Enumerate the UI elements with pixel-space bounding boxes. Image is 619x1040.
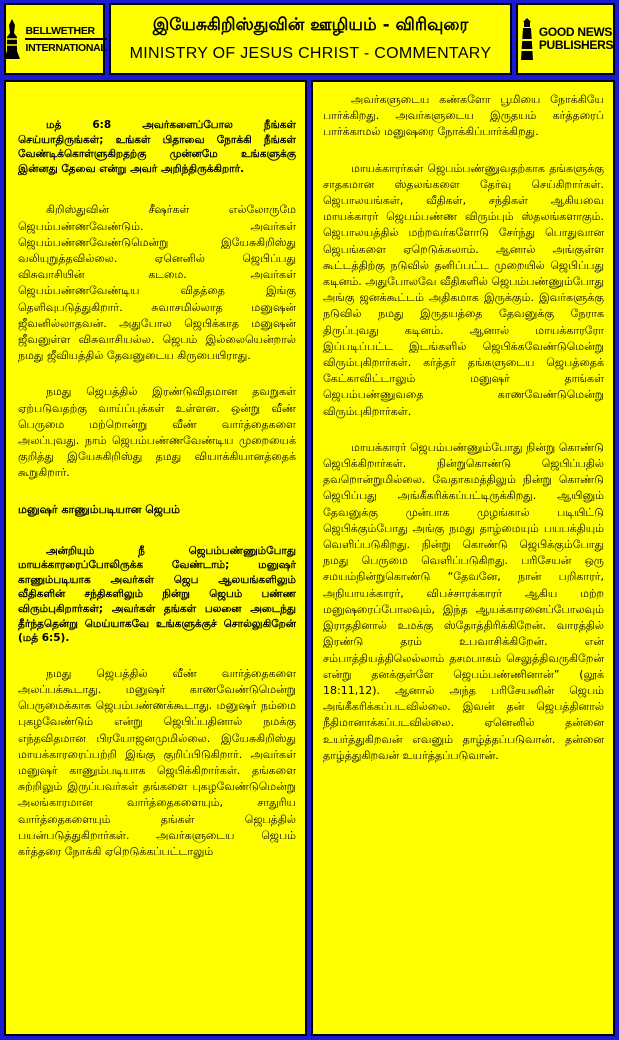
logo-right-line1: GOOD NEWS	[538, 25, 613, 39]
paragraph: நமது ஜெபத்தில் வீண் வார்த்தைகளை அலப்பக்கூடாது. மனுஷர் காணவேண்டுமென்று பெருமைக்காக ஜெபம்பண்ணக்கூடாது. மனுஷர் நம்மை புகழவேண்டும் என்று ஜெபிப்பதினால் நமக்கு எந்தவிதமான பிரயோஜனமுமில்லை. இயேசுகிறிஸ்து மாயக்காரரைப்பற்றி இங்கு குறிப்பிடுகிறார். அவர்கள் மனுஷர் காணும்படியாக ஜெபிக்கிறார்கள். தங்களை சுற்றிலும் இருப்பவர்கள் தங்களை புகழவேண்டுமென்று அலங்காரமான வார்த்தைகளையும், சாதுரிய வார்த்தைகளையும் தங்கள் ஜெபத்தில் பயன்படுத்துகிறார்கள். அவர்களுடைய ஜெபம் கர்த்தரை நோக்கி ஏறெடுக்கப்பட்டாலும்	[18, 666, 296, 859]
bellwether-ram-icon	[2, 19, 22, 59]
right-column	[311, 80, 615, 1036]
title-banner	[109, 3, 512, 75]
scripture-verse-mat-6-8: மத் 6:8 அவர்களைப்போல நீங்கள் செய்யாதிருங்கள்; உங்கள் பிதாவை நோக்கி நீங்கள் வேண்டிக்கொள்ளுகிறதற்கு முன்னமே உங்களுக்கு இன்னது தேவை என்று அவர் அறிந்திருக்கிறார்.	[18, 119, 296, 175]
left-column	[4, 80, 307, 1036]
paragraph: கிறிஸ்துவின் சீஷர்கள் எல்லோருமே ஜெபம்பண்ணவேண்டும். அவர்கள் ஜெபம்பண்ணவேண்டுமென்று இயேசுகிறிஸ்து வலியுறுத்தவில்லை. ஏனெனில் ஜெபிப்பது விசுவாசியின் கடமை. அவர்கள் ஜெபம்பண்ணவேண்டிய விதத்தை இங்கு தெளிவுபடுத்துகிறார். சுவாசமில்லாத மனுஷன் ஜீவனில்லாதவன். அதுபோல ஜெபிக்காத மனுஷன் ஜீவனுள்ள விசுவாசியல்ல. ஜெபம் இல்லையென்றால் நமது ஜீவியத்தில் தேவனுடைய கிருபையிராது.	[18, 203, 296, 363]
logo-left-line2: INTERNATIONAL	[25, 41, 107, 54]
logo-left-line1: BELLWETHER	[25, 25, 106, 40]
title-tamil: இயேசுகிறிஸ்துவின் ஊழியம் - விரிவுரை	[152, 15, 469, 35]
section-heading: மனுஷர் காணும்படியான ஜெபம்	[18, 502, 180, 516]
paragraph: மாயக்காரர் ஜெபம்பண்ணும்போது நின்று கொண்டு ஜெபிக்கிறார்கள். நின்றுகொண்டு ஜெபிப்பதில் தவறொன்றுமில்லை. வேதாகமத்திலும் நின்று கொண்டு ஜெபிப்பது அங்கீகரிக்கப்பட்டிருக்கிறது. ஆயினும் தேவனுக்கு முன்பாக முழங்கால் படியிட்டு ஜெபிக்கும்போது அங்கு நமது தாழ்மையும் பயபக்தியும் வெளிப்படுகிறது. நின்று கொண்டு ஜெபிக்கும்போது நமது பெருமை வெளிப்படுகிறது. பரிசேயன் ஒரு சமயம்நின்றுகொண்டு “தேவனே, நான் பறிகாரர், அநியாயக்காரர், விபச்சாரக்காரர் ஆகிய மற்ற மனுஷரைப்போலவும், இந்த ஆயக்காரனைப்போலவும் இராததினால் உமக்கு ஸ்தோத்திரிக்கிறேன். வாரத்தில் இரண்டு தரம் உபவாசிக்கிறேன். என் சம்பாத்தியத்திலெல்லாம் தசமபாகம் செலுத்திவருகிறேன் என்று தனக்குள்ளே ஜெபம்பண்ணினான்” (லூக் 18:11,12). ஆனால் அந்த பரிசேயனின் ஜெபம் அங்கீகரிக்கப்படவில்லை. இவன் தன் ஜெபத்தினால் நீதிமானாக்கப்படவில்லை. ஏனெனில் தன்னை உயர்த்துகிறவன் எவனும் தாழ்த்தப்படுவான். தன்னை தாழ்த்துகிறவன் உயர்த்தப்படுவான்.	[323, 440, 604, 762]
paragraph: அவர்களுடைய கண்களோ பூமியை நோக்கியே பார்க்கிறது. அவர்களுடைய இருதயம் கர்த்தரைப் பார்க்காமல் மனுஷரை நோக்கிப்பார்க்கிறது.	[323, 93, 604, 139]
good-news-publishers-logo	[516, 3, 615, 75]
scripture-verse-mat-6-5: அன்றியும் நீ ஜெபம்பண்ணும்போது மாயக்காரரைப்போலிருக்க வேண்டாம்; மனுஷர் காணும்படியாக அவர்கள் ஜெப ஆலயங்களிலும் வீதிகளின் சந்திகளிலும் நின்று ஜெபம் பண்ண விரும்புகிறார்கள்; அவர்கள் தங்கள் பலனை அடைந்து தீர்ந்ததென்று மெய்யாகவே உங்களுக்குச் சொல்லுகிறேன் (மத் 6:5).	[18, 544, 296, 645]
bellwether-logo	[4, 3, 105, 75]
paragraph: நமது ஜெபத்தில் இரண்டுவிதமான தவறுகள் ஏற்படுவதற்கு வாய்ப்புக்கள் உள்ளன. ஒன்று வீண் பெருமை மற்றொன்று வீண் வார்த்தைகளை அலப்புவது. நாம் ஜெபம்பண்ணவேண்டிய முறையைக் குறித்து இயேசுகிறிஸ்து தமது வியாக்கியானத்தைக் கூறுகிறார்.	[18, 385, 296, 480]
logo-right-line2: PUBLISHERS	[538, 38, 614, 52]
title-english: MINISTRY OF JESUS CHRIST - COMMENTARY	[129, 45, 492, 62]
lighthouse-icon	[518, 18, 536, 60]
paragraph: மாயக்காரர்கள் ஜெபம்பண்ணுவதற்காக தங்களுக்கு சாதகமான ஸ்தலங்களை தேர்வு செய்கிறார்கள். ஜெபாலயங்கள், வீதிகள், சந்திகள் ஆகியவை மாயக்காரர் ஜெபம்பண்ண விரும்பும் ஸ்தலங்களாகும். ஜெபாலயத்தில் மற்றவர்களோடு சேர்ந்து பொதுவான ஜெபங்களை ஏறெடுக்கலாம். ஆனால் அங்குள்ள கூட்டத்திற்கு நடுவில் தனிப்பட்ட முறையில் ஜெபிப்பது கடினம். அதுபோலவே வீதிகளில் ஜெபம்பண்ணும்போது அங்கு ஜனக்கூட்டம் அதிகமாக இருக்கும். இவர்களுக்கு நடுவில் நமது இருதயத்தை தேவனுக்கு நேராக திருப்புவது கடினம். ஆனால் மாயக்காரரோ இப்படிப்பட்ட இடங்களில் ஜெபிக்கவேண்டுமென்று விரும்புகிறார்கள். கர்த்தர் தங்களுடைய ஜெபத்தைக் கேட்காவிட்டாலும் மனுஷர் தாங்கள் ஜெபம்பண்ணுவதை காணவேண்டுமென்று விரும்புகிறார்கள்.	[323, 161, 604, 418]
